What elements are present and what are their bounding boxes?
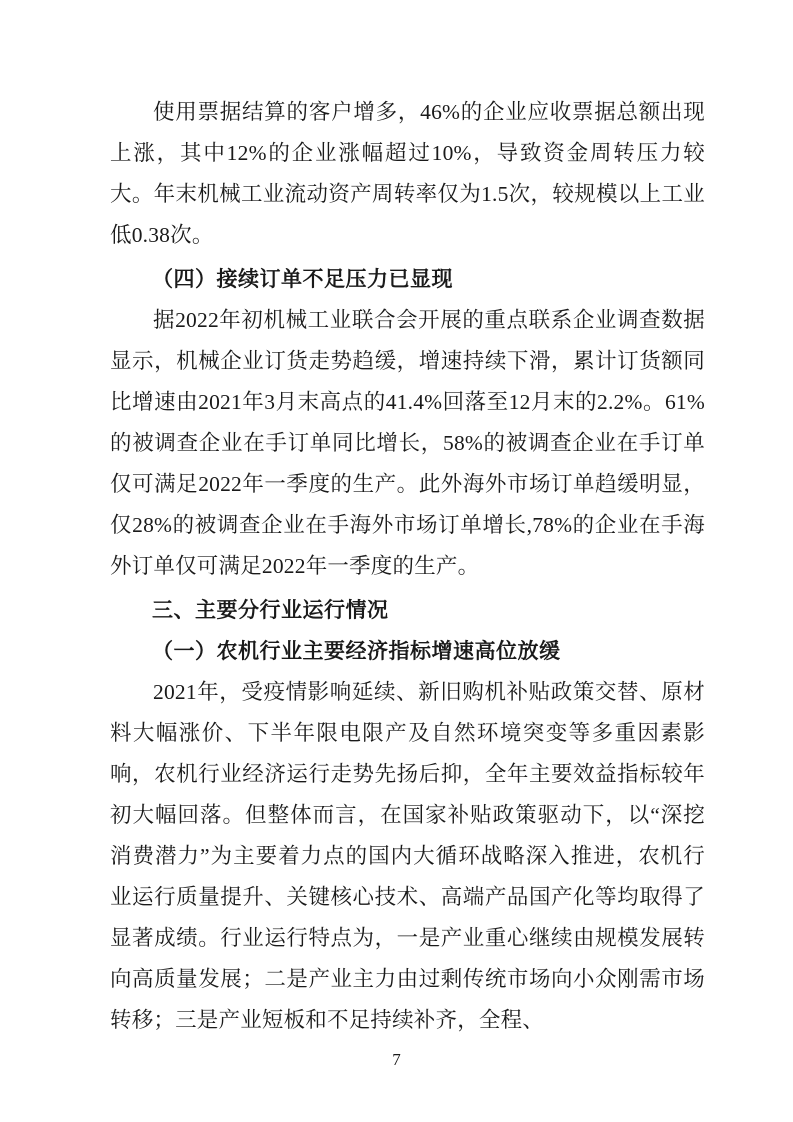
document-body bbox=[110, 92, 705, 1041]
paragraph-order-survey: 据2022年初机械工业联合会开展的重点联系企业调查数据显示，机械企业订货走势趋缓，增速持续下滑，累计订货额同比增速由2021年3月末高点的41.4%回落至12月末的2.2%。61%的被调查企业在手订单同比增长，58%的被调查企业在手订单仅可满足2022年一季度的生产。此外海外市场订单趋缓明显，仅28%的被调查企业在手海外市场订单增长,78%的企业在手海外订单仅可满足2022年一季度的生产。 bbox=[110, 308, 705, 578]
page-number: 7 bbox=[392, 1050, 401, 1069]
paragraph-agri-machinery-2021: 2021年，受疫情影响延续、新旧购机补贴政策交替、原材料大幅涨价、下半年限电限产及自然环境突变等多重因素影响，农机行业经济运行走势先扬后抑，全年主要效益指标较年初大幅回落。但整体而言，在国家补贴政策驱动下，以“深挖消费潜力”为主要着力点的国内大循环战略深入推进，农机行业运行质量提升、关键核心技术、高端产品国产化等均取得了显著成绩。行业运行特点为，一是产业重心继续由规模发展转向高质量发展；二是产业主力由过剩传统市场向小众刚需市场转移；三是产业短板和不足持续补齐，全程、 bbox=[110, 680, 705, 1032]
heading-agri-machinery: （一）农机行业主要经济指标增速高位放缓 bbox=[152, 639, 561, 663]
heading-section-three: 三、主要分行业运行情况 bbox=[152, 598, 389, 622]
heading-order-pressure: （四）接续订单不足压力已显现 bbox=[152, 267, 453, 291]
paragraph-receivables: 使用票据结算的客户增多，46%的企业应收票据总额出现上涨，其中12%的企业涨幅超过10%，导致资金周转压力较大。年末机械工业流动资产周转率仅为1.5次，较规模以上工业低0.38次。 bbox=[110, 100, 705, 247]
